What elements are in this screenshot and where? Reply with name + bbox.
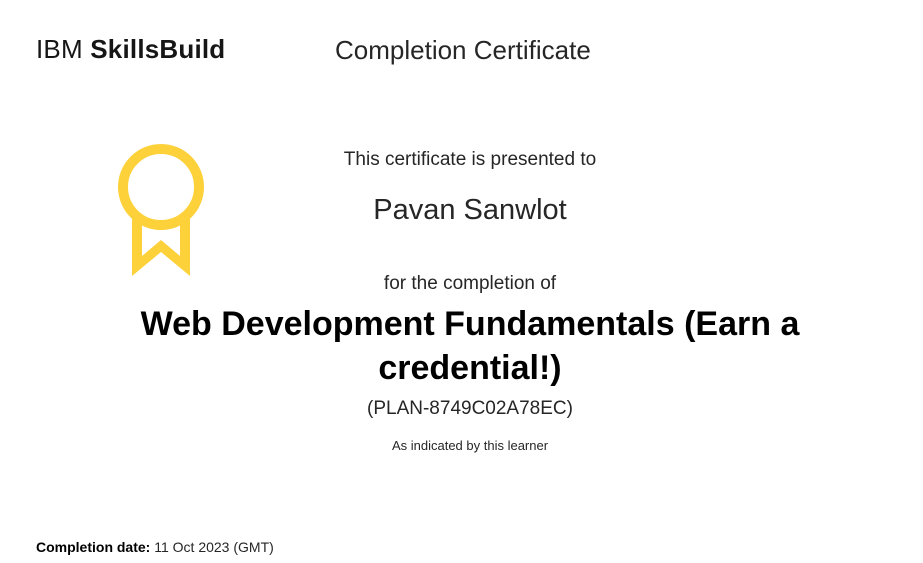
brand-logo <box>36 34 225 65</box>
plan-id: (PLAN-8749C02A78EC) <box>367 398 573 419</box>
brand-skillsbuild: SkillsBuild <box>90 34 226 64</box>
course-title: Web Development Fundamentals (Earn a credential!) <box>140 305 800 387</box>
page-title: Completion Certificate <box>335 35 591 65</box>
completion-date <box>36 539 274 555</box>
recipient-name: Pavan Sanwlot <box>373 194 567 226</box>
completion-of-text: for the completion of <box>383 273 557 294</box>
completion-date-value: 11 Oct 2023 (GMT) <box>154 539 274 555</box>
presented-to-text: This certificate is presented to <box>343 149 597 170</box>
indicated-by-learner-text: As indicated by this learner <box>391 438 549 453</box>
brand-ibm: IBM <box>36 34 83 64</box>
completion-date-label: Completion date: <box>36 539 151 555</box>
